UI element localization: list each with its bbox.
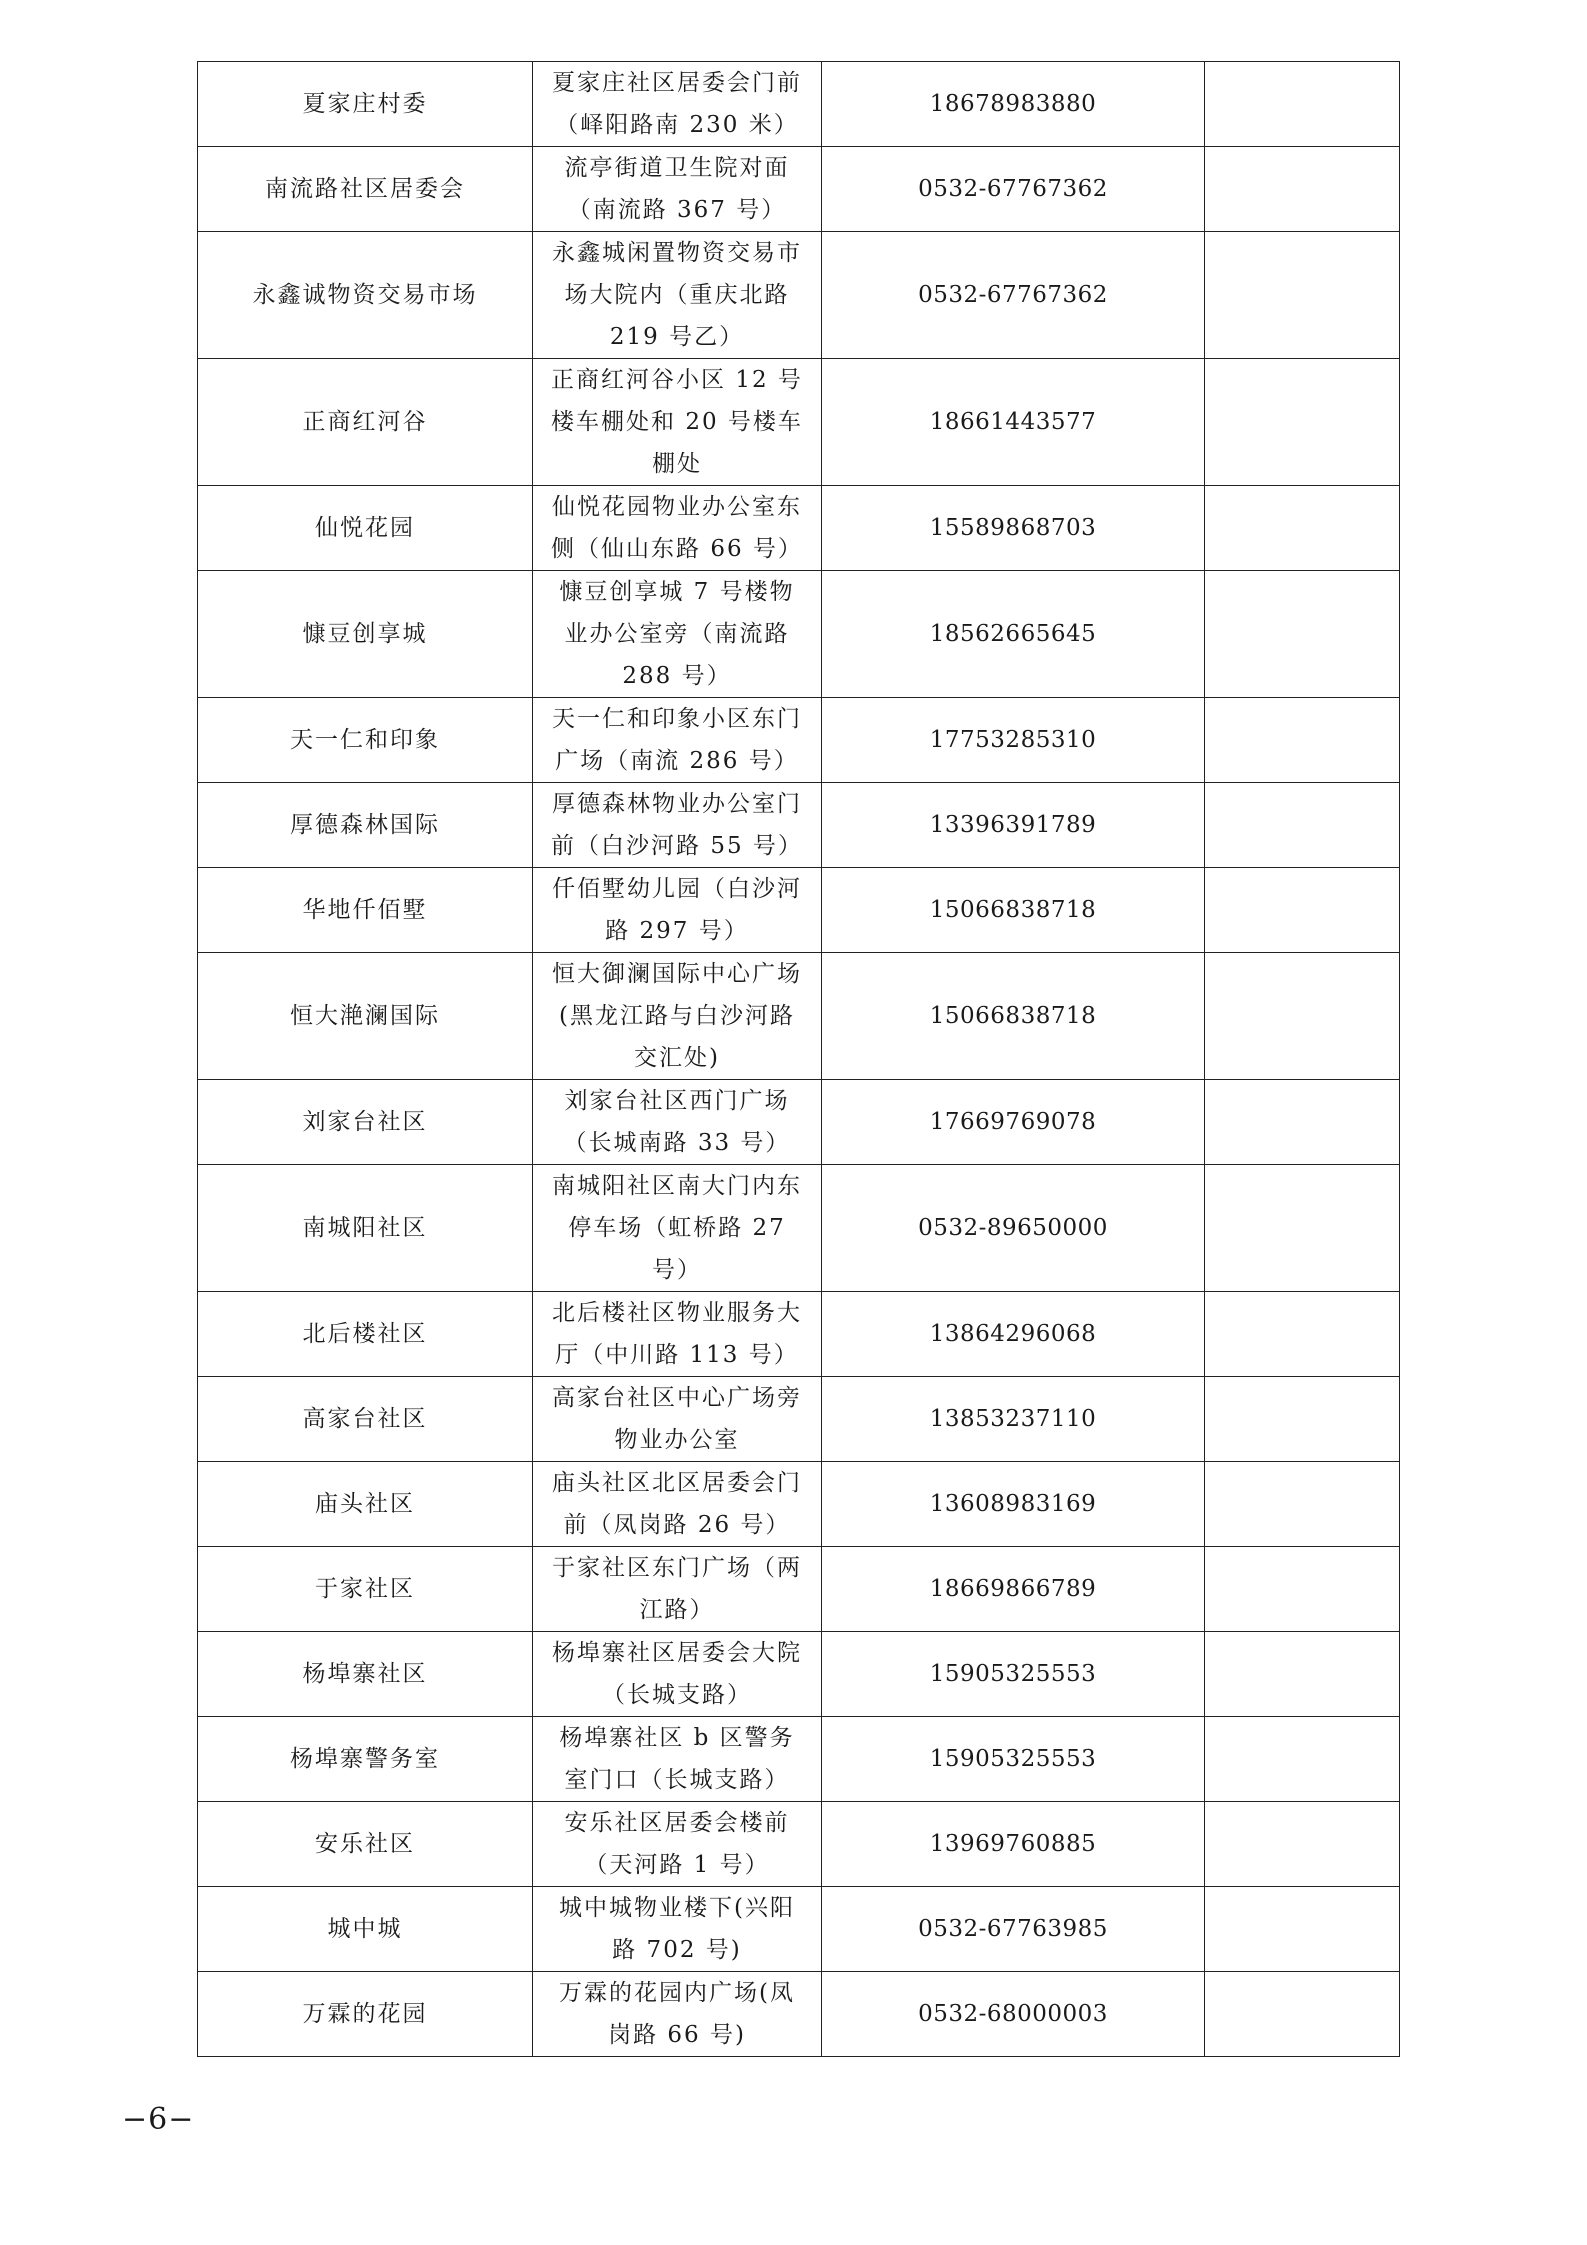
note-cell: [1205, 1165, 1400, 1292]
phone-cell: 18678983880: [822, 62, 1205, 147]
note-cell: [1205, 1547, 1400, 1632]
name-cell: 杨埠寨警务室: [198, 1717, 533, 1802]
note-cell: [1205, 868, 1400, 953]
phone-cell: 15066838718: [822, 868, 1205, 953]
address-cell: 流亭街道卫生院对面（南流路 367 号）: [533, 147, 822, 232]
name-cell: 慷豆创享城: [198, 571, 533, 698]
name-cell: 夏家庄村委: [198, 62, 533, 147]
note-cell: [1205, 486, 1400, 571]
phone-cell: 15905325553: [822, 1632, 1205, 1717]
note-cell: [1205, 698, 1400, 783]
phone-cell: 0532-67763985: [822, 1887, 1205, 1972]
collection-point-table: [197, 61, 1400, 2057]
phone-cell: 13864296068: [822, 1292, 1205, 1377]
phone-cell: 15589868703: [822, 486, 1205, 571]
phone-cell: 18562665645: [822, 571, 1205, 698]
phone-cell: 13969760885: [822, 1802, 1205, 1887]
name-cell: 于家社区: [198, 1547, 533, 1632]
table-row: [198, 1547, 1400, 1632]
note-cell: [1205, 1972, 1400, 2057]
address-cell: 正商红河谷小区 12 号楼车棚处和 20 号楼车棚处: [533, 359, 822, 486]
address-cell: 高家台社区中心广场旁物业办公室: [533, 1377, 822, 1462]
name-cell: 万霖的花园: [198, 1972, 533, 2057]
name-cell: 华地仟佰墅: [198, 868, 533, 953]
phone-cell: 17669769078: [822, 1080, 1205, 1165]
note-cell: [1205, 62, 1400, 147]
phone-cell: 13608983169: [822, 1462, 1205, 1547]
address-cell: 杨埠寨社区 b 区警务室门口（长城支路）: [533, 1717, 822, 1802]
note-cell: [1205, 571, 1400, 698]
name-cell: 天一仁和印象: [198, 698, 533, 783]
note-cell: [1205, 1802, 1400, 1887]
name-cell: 仙悦花园: [198, 486, 533, 571]
address-cell: 恒大御澜国际中心广场(黑龙江路与白沙河路交汇处): [533, 953, 822, 1080]
phone-cell: 0532-67767362: [822, 147, 1205, 232]
table-row: [198, 1292, 1400, 1377]
address-cell: 庙头社区北区居委会门前（凤岗路 26 号）: [533, 1462, 822, 1547]
address-cell: 杨埠寨社区居委会大院（长城支路）: [533, 1632, 822, 1717]
name-cell: 正商红河谷: [198, 359, 533, 486]
table-row: [198, 1717, 1400, 1802]
phone-cell: 0532-67767362: [822, 232, 1205, 359]
table-row: [198, 571, 1400, 698]
name-cell: 刘家台社区: [198, 1080, 533, 1165]
phone-cell: 15905325553: [822, 1717, 1205, 1802]
note-cell: [1205, 1292, 1400, 1377]
address-cell: 永鑫城闲置物资交易市场大院内（重庆北路 219 号乙）: [533, 232, 822, 359]
name-cell: 南流路社区居委会: [198, 147, 533, 232]
page-number: −6−: [122, 2102, 195, 2137]
phone-cell: 0532-68000003: [822, 1972, 1205, 2057]
name-cell: 恒大滟澜国际: [198, 953, 533, 1080]
note-cell: [1205, 953, 1400, 1080]
phone-cell: 13853237110: [822, 1377, 1205, 1462]
table-row: [198, 1632, 1400, 1717]
table-row: [198, 232, 1400, 359]
address-cell: 北后楼社区物业服务大厅（中川路 113 号）: [533, 1292, 822, 1377]
address-cell: 万霖的花园内广场(凤岗路 66 号): [533, 1972, 822, 2057]
table-row: [198, 1972, 1400, 2057]
table-row: [198, 359, 1400, 486]
note-cell: [1205, 1632, 1400, 1717]
phone-cell: 13396391789: [822, 783, 1205, 868]
note-cell: [1205, 147, 1400, 232]
table-row: [198, 1462, 1400, 1547]
note-cell: [1205, 232, 1400, 359]
address-cell: 城中城物业楼下(兴阳路 702 号): [533, 1887, 822, 1972]
name-cell: 南城阳社区: [198, 1165, 533, 1292]
address-cell: 南城阳社区南大门内东停车场（虹桥路 27 号）: [533, 1165, 822, 1292]
table-row: [198, 1887, 1400, 1972]
address-cell: 于家社区东门广场（两江路）: [533, 1547, 822, 1632]
table-row: [198, 1080, 1400, 1165]
address-cell: 厚德森林物业办公室门前（白沙河路 55 号）: [533, 783, 822, 868]
address-cell: 仙悦花园物业办公室东侧（仙山东路 66 号）: [533, 486, 822, 571]
note-cell: [1205, 1717, 1400, 1802]
note-cell: [1205, 359, 1400, 486]
name-cell: 杨埠寨社区: [198, 1632, 533, 1717]
name-cell: 庙头社区: [198, 1462, 533, 1547]
address-cell: 仟佰墅幼儿园（白沙河路 297 号）: [533, 868, 822, 953]
phone-cell: 17753285310: [822, 698, 1205, 783]
name-cell: 永鑫诚物资交易市场: [198, 232, 533, 359]
name-cell: 城中城: [198, 1887, 533, 1972]
address-cell: 天一仁和印象小区东门广场（南流 286 号）: [533, 698, 822, 783]
address-cell: 慷豆创享城 7 号楼物业办公室旁（南流路 288 号）: [533, 571, 822, 698]
table-row: [198, 62, 1400, 147]
phone-cell: 18661443577: [822, 359, 1205, 486]
table-row: [198, 783, 1400, 868]
note-cell: [1205, 783, 1400, 868]
note-cell: [1205, 1462, 1400, 1547]
table-row: [198, 698, 1400, 783]
address-cell: 刘家台社区西门广场（长城南路 33 号）: [533, 1080, 822, 1165]
table-row: [198, 1377, 1400, 1462]
address-cell: 安乐社区居委会楼前（天河路 1 号）: [533, 1802, 822, 1887]
table-row: [198, 147, 1400, 232]
phone-cell: 0532-89650000: [822, 1165, 1205, 1292]
note-cell: [1205, 1887, 1400, 1972]
table-row: [198, 1165, 1400, 1292]
note-cell: [1205, 1080, 1400, 1165]
table-row: [198, 486, 1400, 571]
name-cell: 厚德森林国际: [198, 783, 533, 868]
address-cell: 夏家庄社区居委会门前（峄阳路南 230 米）: [533, 62, 822, 147]
table-row: [198, 868, 1400, 953]
note-cell: [1205, 1377, 1400, 1462]
phone-cell: 18669866789: [822, 1547, 1205, 1632]
name-cell: 高家台社区: [198, 1377, 533, 1462]
table-row: [198, 953, 1400, 1080]
phone-cell: 15066838718: [822, 953, 1205, 1080]
table-row: [198, 1802, 1400, 1887]
name-cell: 北后楼社区: [198, 1292, 533, 1377]
name-cell: 安乐社区: [198, 1802, 533, 1887]
